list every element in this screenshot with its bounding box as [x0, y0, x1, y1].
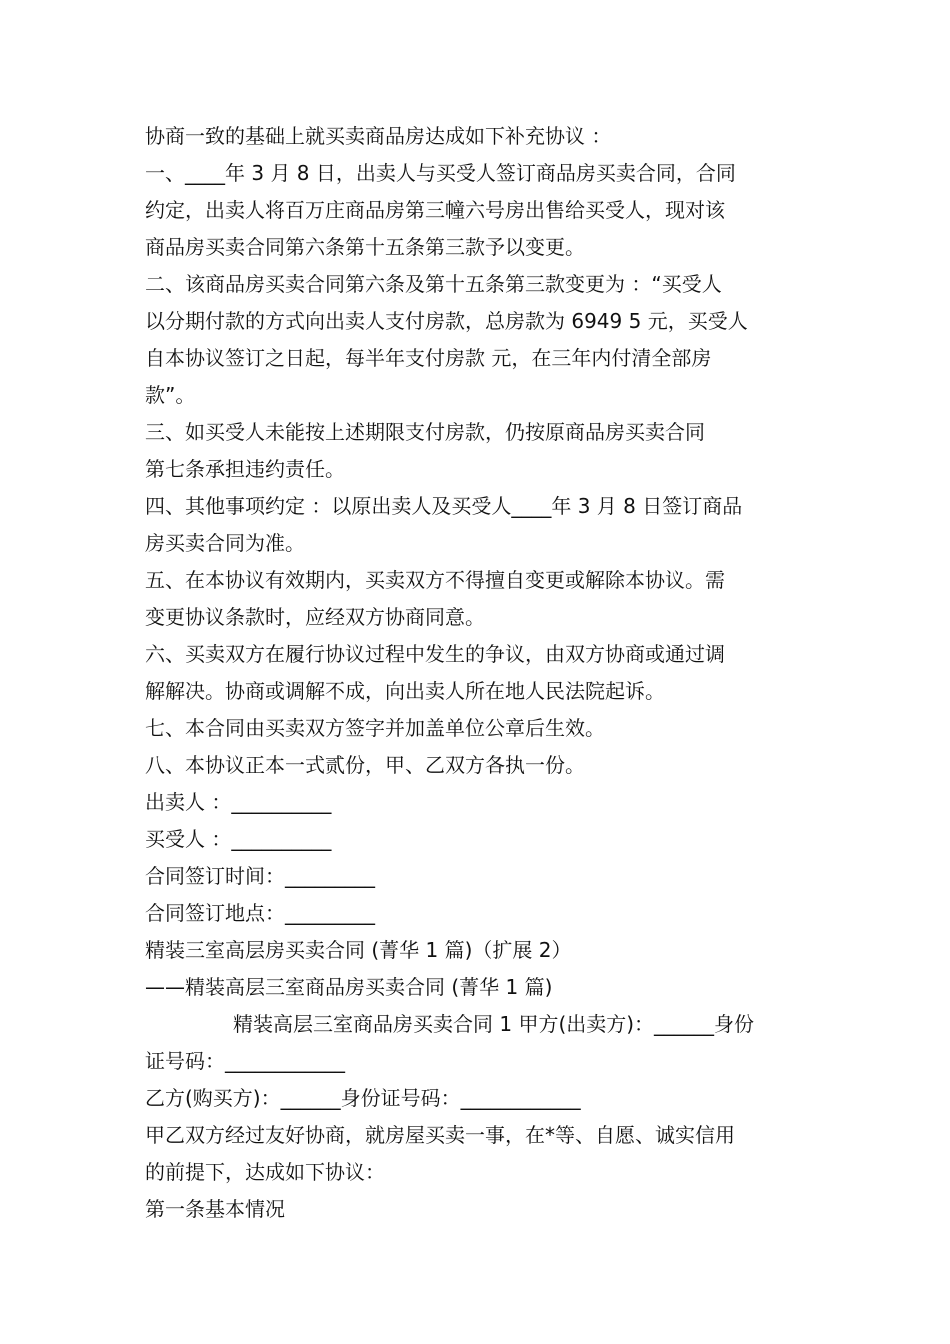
- clause-7-line: 七、本合同由买卖双方签字并加盖单位公章后生效。: [145, 716, 605, 740]
- clause-1-line-3: 商品房买卖合同第六条第十五条第三款予以变更。: [145, 235, 585, 259]
- clause-1-line-1: 一、____年 3 月 8 日，出卖人与买受人签订商品房买卖合同，合同: [145, 161, 736, 185]
- signing-place-line: 合同签订地点：_________: [145, 901, 375, 925]
- preamble-line-2: 的前提下，达成如下协议：: [145, 1160, 385, 1184]
- section-subheading: ——精装高层三室商品房买卖合同 (菁华 1 篇): [145, 975, 553, 999]
- clause-2-line-1: 二、该商品房买卖合同第六条及第十五条第三款变更为 ：“买受人: [145, 272, 722, 296]
- signing-date-line: 合同签订时间：_________: [145, 864, 375, 888]
- contract-title-line: 精装高层三室商品房买卖合同 1 甲方(出卖方)：______身份: [233, 1012, 755, 1036]
- clause-4-line-1: 四、其他事项约定 ：以原出卖人及买受人____年 3 月 8 日签订商品: [145, 494, 743, 518]
- party-b-line: 乙方(购买方)：______身份证号码：____________: [145, 1086, 581, 1110]
- seller-signature-line: 出卖人 ：__________: [145, 790, 332, 814]
- party-a-id-line: 证号码：____________: [145, 1049, 345, 1073]
- clause-5-line-2: 变更协议条款时，应经双方协商同意。: [145, 605, 485, 629]
- clause-3-line-2: 第七条承担违约责任。: [145, 457, 345, 481]
- clause-2-line-3: 自本协议签订之日起，每半年支付房款 元，在三年内付清全部房: [145, 346, 712, 370]
- clause-6-line-2: 解解决。协商或调解不成，向出卖人所在地人民法院起诉。: [145, 679, 665, 703]
- clause-5-line-1: 五、在本协议有效期内，买卖双方不得擅自变更或解除本协议。需: [145, 568, 725, 592]
- clause-2-line-4: 款”。: [145, 383, 196, 407]
- clause-3-line-1: 三、如买受人未能按上述期限支付房款，仍按原商品房买卖合同: [145, 420, 705, 444]
- clause-6-line-1: 六、买卖双方在履行协议过程中发生的争议，由双方协商或通过调: [145, 642, 725, 666]
- preamble-line-1: 甲乙双方经过友好协商，就房屋买卖一事，在*等、自愿、诚实信用: [145, 1123, 735, 1147]
- article-1-heading: 第一条基本情况: [145, 1197, 285, 1221]
- clause-8-line: 八、本协议正本一式贰份，甲、乙双方各执一份。: [145, 753, 585, 777]
- document-body: [145, 118, 810, 1228]
- buyer-signature-line: 买受人 ：__________: [145, 827, 332, 851]
- clause-1-line-2: 约定，出卖人将百万庄商品房第三幢六号房出售给买受人，现对该: [145, 198, 725, 222]
- clause-4-line-2: 房买卖合同为准。: [145, 531, 305, 555]
- section-heading: 精装三室高层房买卖合同 (菁华 1 篇)（扩展 2）: [145, 938, 572, 962]
- clause-2-line-2: 以分期付款的方式向出卖人支付房款，总房款为 6949 5 元，买受人: [145, 309, 748, 333]
- text-line: 协商一致的基础上就买卖商品房达成如下补充协议 ：: [145, 124, 612, 148]
